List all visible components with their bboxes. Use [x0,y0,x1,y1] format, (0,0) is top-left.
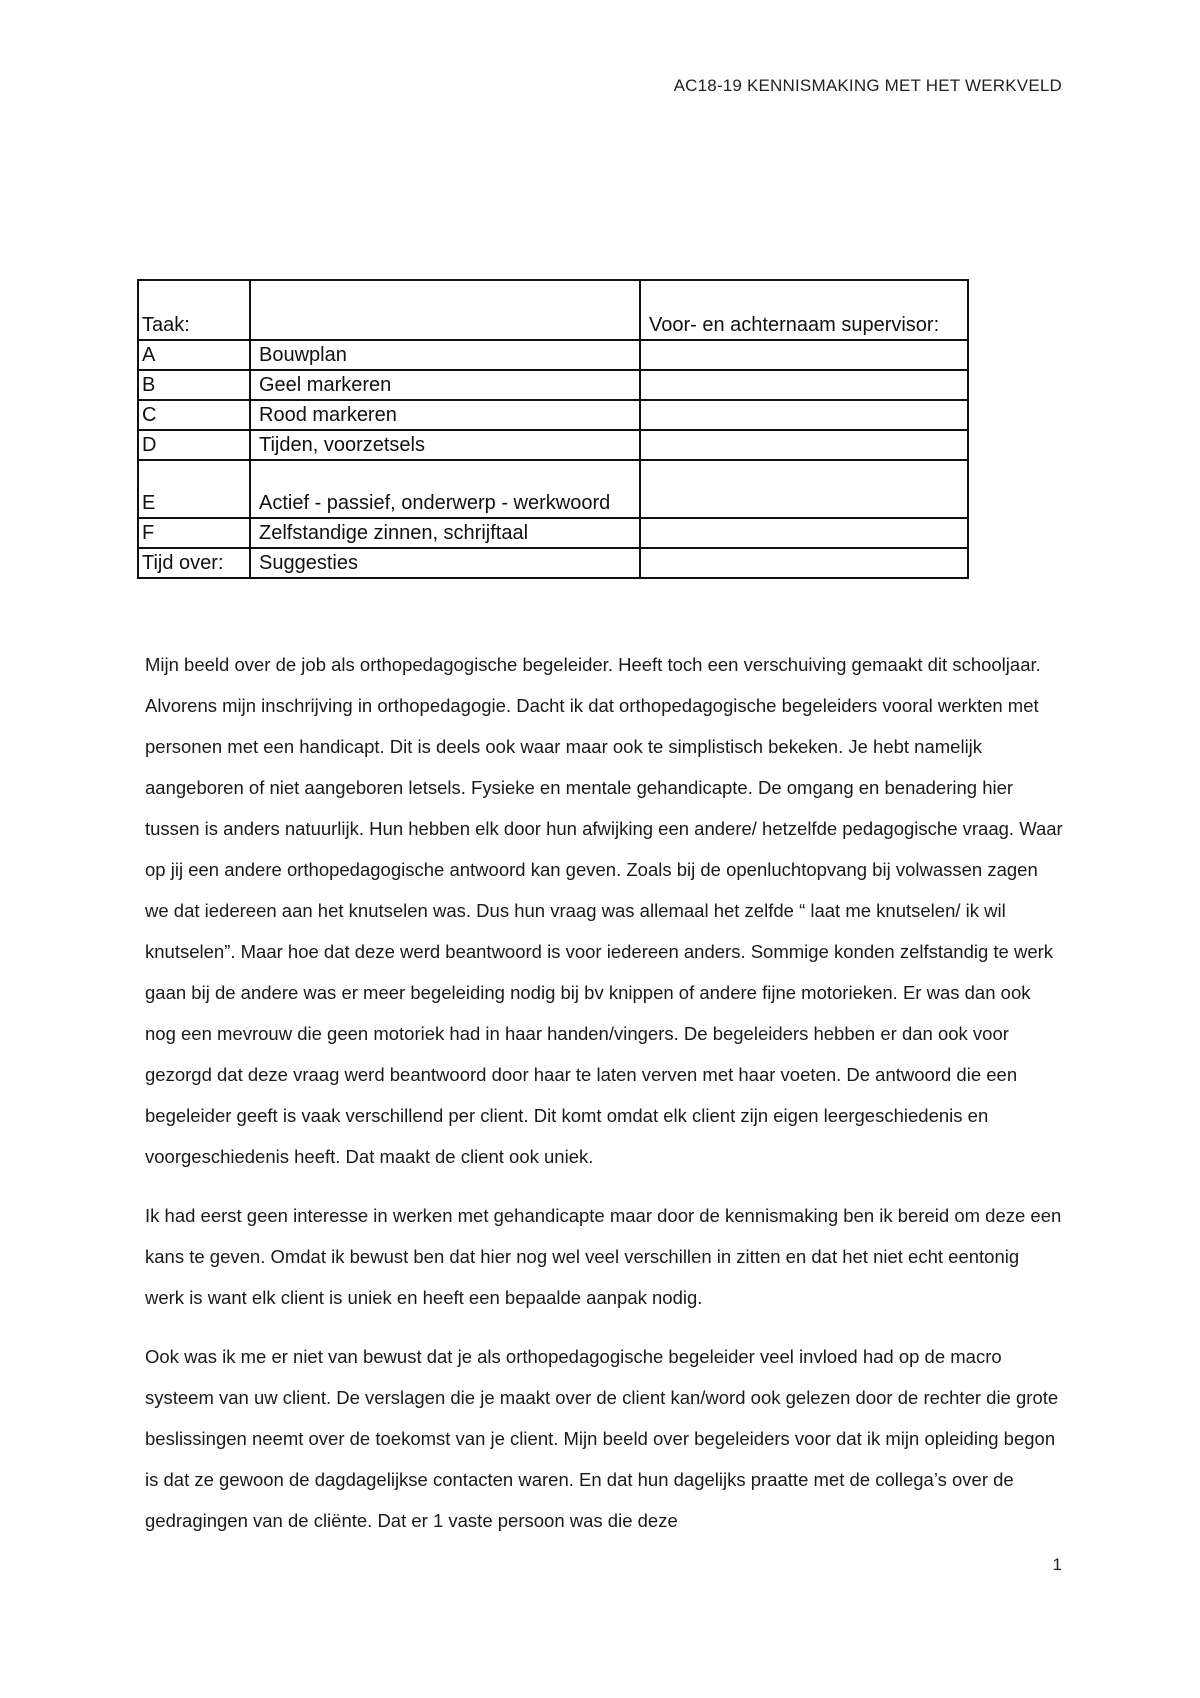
table-header-row [138,280,968,340]
cell-task: Tijden, voorzetsels [250,430,640,460]
table-row [138,400,968,430]
cell-code: A [138,340,250,370]
cell-supervisor [640,548,968,578]
table-row [138,548,968,578]
cell-task: Rood markeren [250,400,640,430]
cell-task: Suggesties [250,548,640,578]
page-number: 1 [1052,1555,1062,1574]
cell-supervisor [640,460,968,518]
header-cell-supervisor: Voor- en achternaam supervisor: [640,280,968,340]
cell-code: F [138,518,250,548]
cell-supervisor [640,400,968,430]
table-row [138,460,968,518]
cell-code: B [138,370,250,400]
cell-supervisor [640,518,968,548]
table-row [138,430,968,460]
table-row [138,340,968,370]
cell-task: Zelfstandige zinnen, schrijftaal [250,518,640,548]
cell-code: Tijd over: [138,548,250,578]
paragraph: Ik had eerst geen interesse in werken met gehandicapte maar door de kennismaking ben ik bereid om deze een kans te geven. Omdat ik bewust ben dat hier nog wel veel verschillen in zitten en dat het niet echt eentonig werk is want elk client is uniek en heeft een bepaalde aanpak nodig. [145,1205,1062,1308]
body-text [145,644,1063,1559]
cell-task: Geel markeren [250,370,640,400]
paragraph: Mijn beeld over de job als orthopedagogische begeleider. Heeft toch een verschuiving gemaakt dit schooljaar. Alvorens mijn inschrijving in orthopedagogie. Dacht ik dat orthopedagogische begeleiders vooral werkten met personen met een handicapt. Dit is deels ook waar maar ook te simplistisch bekeken. Je hebt namelijk aangeboren of niet aangeboren letsels. Fysieke en mentale gehandicapte. De omgang en benadering hier tussen is anders natuurlijk. Hun hebben elk door hun afwijking een andere/ hetzelfde pedagogische vraag. Waar op jij een andere orthopedagogische antwoord kan geven. Zoals bij de openluchtopvang bij volwassen zagen we dat iedereen aan het knutselen was. Dus hun vraag was allemaal het zelfde “ laat me knutselen/ ik wil knutselen”. Maar hoe dat deze werd beantwoord is voor iedereen anders. Sommige konden zelfstandig te werk gaan bij de andere was er meer begeleiding nodig bij bv knippen of andere fijne motorieken. Er was dan ook nog een mevrouw die geen motoriek had in haar handen/vingers. De begeleiders hebben er dan ook voor gezorgd dat deze vraag werd beantwoord door haar te laten verven met haar voeten. De antwoord die een begeleider geeft is vaak verschillend per client. Dit komt omdat elk client zijn eigen leergeschiedenis en voorgeschiedenis heeft. Dat maakt de client ook uniek. [145,654,1063,1167]
table-row [138,370,968,400]
header-cell-task [250,280,640,340]
cell-task: Bouwplan [250,340,640,370]
cell-supervisor [640,340,968,370]
cell-task: Actief - passief, onderwerp - werkwoord [250,460,640,518]
cell-supervisor [640,430,968,460]
header-cell-code: Taak: [138,280,250,340]
cell-supervisor [640,370,968,400]
task-table [137,279,969,579]
paragraph: Ook was ik me er niet van bewust dat je als orthopedagogische begeleider veel invloed had op de macro systeem van uw client. De verslagen die je maakt over de client kan/word ook gelezen door de rechter die grote beslissingen neemt over de toekomst van je client. Mijn beeld over begeleiders voor dat ik mijn opleiding begon is dat ze gewoon de dagdagelijkse contacten waren. En dat hun dagelijks praatte met de collega’s over de gedragingen van de cliënte. Dat er 1 vaste persoon was die deze [145,1346,1059,1531]
cell-code: D [138,430,250,460]
table-row [138,518,968,548]
cell-code: C [138,400,250,430]
cell-code: E [138,460,250,518]
page-header: AC18-19 KENNISMAKING MET HET WERKVELD [673,76,1062,95]
